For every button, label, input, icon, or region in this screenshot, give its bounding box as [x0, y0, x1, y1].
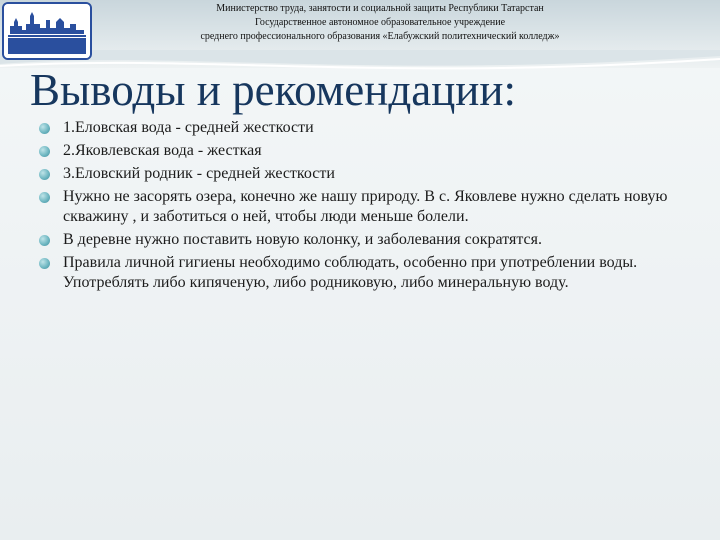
header-organization-text — [120, 2, 640, 44]
bullet-text: 2.Яковлевская вода - жесткая — [63, 142, 262, 159]
bullet-item — [38, 253, 678, 293]
bullet-item — [38, 164, 678, 184]
bullet-list — [38, 118, 678, 296]
bullet-text: 1.Еловская вода - средней жесткости — [63, 119, 314, 136]
college-logo — [2, 2, 92, 60]
bullet-text: Правила личной гигиены необходимо соблюдать, особенно при употреблении воды. Употреблять либо кипяченую, либо родниковую, либо минеральную воду. — [63, 254, 638, 291]
bullet-text: 3.Еловский родник - средней жесткости — [63, 165, 335, 182]
bullet-dot-icon — [39, 235, 50, 246]
bullet-text: Нужно не засорять озера, конечно же нашу природу. В с. Яковлеве нужно сделать новую скважину , и заботиться о ней, чтобы люди меньше болели. — [63, 188, 668, 225]
header-line-college: среднего профессионального образования «Елабужский политехнический колледж» — [200, 31, 560, 42]
bullet-dot-icon — [39, 146, 50, 157]
bullet-dot-icon — [39, 192, 50, 203]
bullet-dot-icon — [39, 258, 50, 269]
bullet-dot-icon — [39, 123, 50, 134]
bullet-dot-icon — [39, 169, 50, 180]
slide-title: Выводы и рекомендации: — [30, 65, 516, 115]
bullet-text: В деревне нужно поставить новую колонку, и заболевания сократятся. — [63, 231, 543, 248]
bullet-item — [38, 230, 678, 250]
header-line-ministry: Министерство труда, занятости и социальной защиты Республики Татарстан — [216, 3, 544, 14]
bullet-item — [38, 118, 678, 138]
header-line-institution: Государственное автономное образовательное учреждение — [254, 17, 506, 28]
bullet-item — [38, 187, 678, 227]
bullet-item — [38, 141, 678, 161]
